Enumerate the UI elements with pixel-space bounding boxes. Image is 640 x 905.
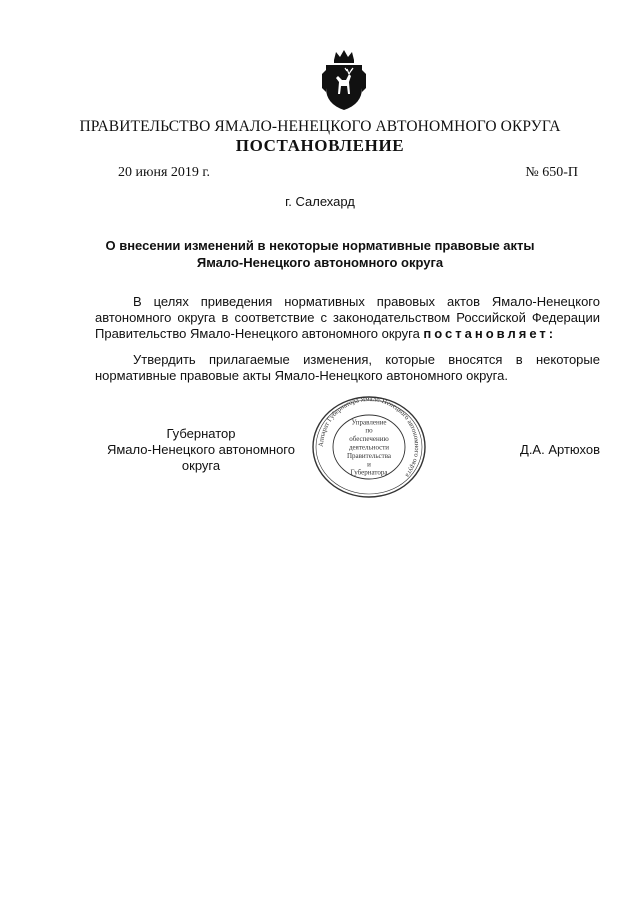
official-stamp <box>310 394 428 500</box>
document-type-title: ПОСТАНОВЛЕНИЕ <box>235 136 405 155</box>
paragraph-1-text: В целях приведения нормативных правовых актов Ямало-Ненецкого автономного округа в соответствие с законодательством Российской Федерации Правительство Ямало-Ненецкого автономного округа <box>95 294 600 341</box>
signer-name: Д.А. Артюхов <box>520 442 600 457</box>
heading-line-2: Ямало-Ненецкого автономного округа <box>196 255 444 270</box>
stamp-center-text-line: Правительства <box>346 451 392 460</box>
document-city: г. Салехард <box>285 194 355 209</box>
signer-position-line-2: Ямало-Ненецкого автономного округа <box>106 442 295 473</box>
signer-position <box>95 426 307 474</box>
document-date: 20 июня 2019 г. <box>118 165 211 180</box>
stamp-ring-text: Аппарат Губернатора Ямало-Ненецкого автономного округа <box>317 395 421 479</box>
stamp-center-text-line: Губернатора <box>350 468 388 477</box>
paragraph-2-text: Утвердить прилагаемые изменения, которые вносятся в некоторые нормативные правовые акты Ямало-Ненецкого автономного округа. <box>95 352 600 383</box>
government-title: ПРАВИТЕЛЬСТВО ЯМАЛО-НЕНЕЦКОГО АВТОНОМНОГО ОКРУГА <box>79 118 561 135</box>
heading-line-1: О внесении изменений в некоторые нормативные правовые акты <box>105 238 535 253</box>
stamp-center-text-line: Управление <box>351 418 387 427</box>
stamp-center-text-line: деятельности <box>348 443 390 452</box>
stamp-center-text-line: и <box>367 460 371 469</box>
body-paragraph-2 <box>95 352 600 384</box>
signer-position-line-1: Губернатор <box>166 426 236 441</box>
document-number: № 650-П <box>525 165 578 180</box>
paragraph-1-emphasis: постановляет: <box>423 326 557 341</box>
coat-of-arms-emblem <box>318 48 370 112</box>
body-paragraph-1 <box>95 294 600 342</box>
stamp-center-text-line: обеспечению <box>349 435 389 444</box>
stamp-center-text-line: по <box>365 426 373 435</box>
document-heading <box>95 237 545 271</box>
